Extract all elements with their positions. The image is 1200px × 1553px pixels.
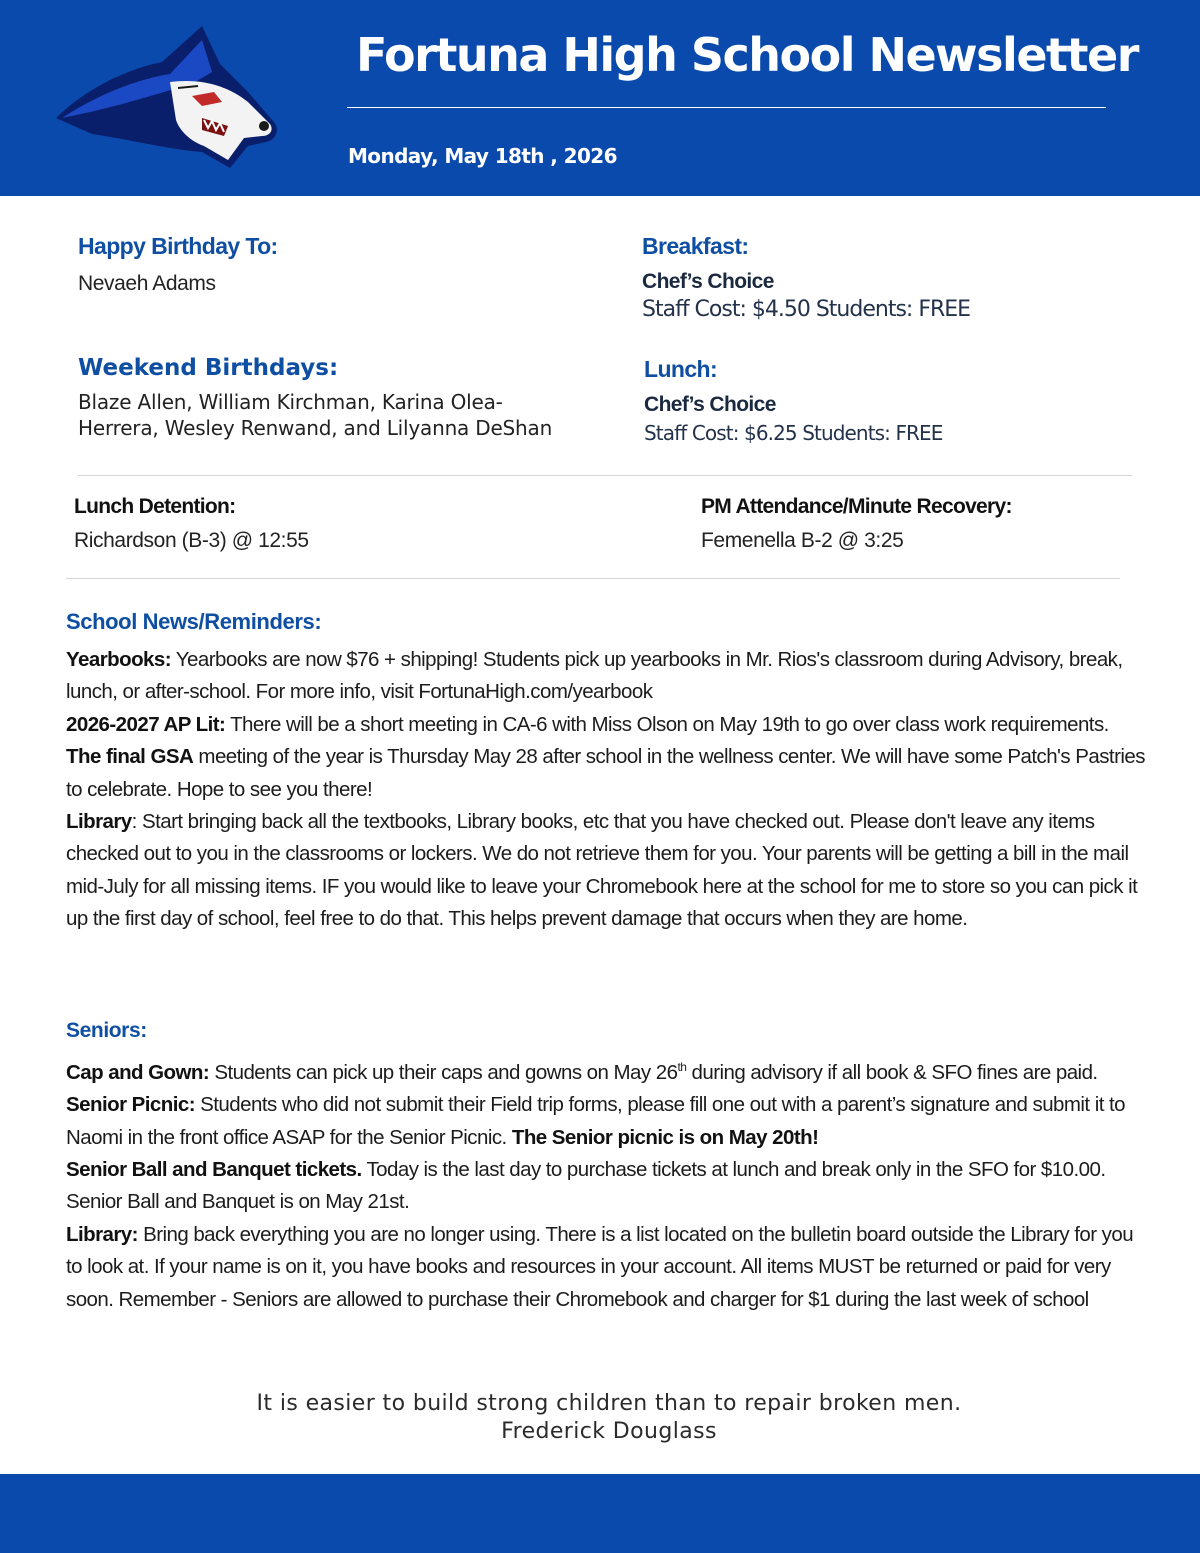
cap-gown-text: Students can pick up their caps and gowns on May 26 (209, 1060, 678, 1084)
ap-lit-label: 2026-2027 AP Lit: (66, 712, 226, 736)
senior-library-item (66, 1219, 1146, 1316)
senior-picnic-date: The Senior picnic is on May 20th! (511, 1125, 819, 1149)
lunch-cost: Staff Cost: $6.25 Students: FREE (644, 421, 943, 445)
gsa-label: The final GSA (66, 745, 194, 769)
library-text: : Start bringing back all the textbooks, Library books, etc that you have checked out. Please don't leave any items checked out to you in the classrooms or lockers. We do not retrieve them for you. Your parents will be getting a bill in the mail mid-July for all missing items. IF you would like to leave your Chromebook here at the school for me to store so you can pick it up the first day of school, feel free to do that. This helps prevent damage that occurs when they are home. (66, 810, 1138, 931)
senior-library-text: Bring back everything you are no longer using. There is a list located on the bulletin board outside the Library for you to look at. If your name is on it, you have books and resources in your account. All items MUST be returned or paid for very soon. Remember - Seniors are allowed to purchase their Chromebook and charger for $1 during the last week of school (66, 1222, 1134, 1311)
breakfast-heading: Breakfast: (642, 233, 749, 259)
weekend-birthdays-line-2: Herrera, Wesley Renwand, and Lilyanna DeShan (78, 416, 553, 440)
yearbooks-text: Yearbooks are now $76 + shipping! Students pick up yearbooks in Mr. Rios's classroom during Advisory, break, lunch, or after-school. For more info, visit FortunaHigh.com/yearbook (66, 648, 1123, 704)
birthday-names: Nevaeh Adams (78, 272, 216, 295)
ap-lit-item (66, 709, 1156, 741)
quote-author: Frederick Douglass (501, 1419, 717, 1444)
cap-gown-item (66, 1051, 1146, 1089)
library-item (66, 806, 1156, 936)
divider (66, 578, 1120, 579)
lunch-detention-value: Richardson (B-3) @ 12:55 (74, 529, 309, 552)
news-paragraphs (66, 644, 1156, 936)
senior-ball-label: Senior Ball and Banquet tickets. (66, 1158, 362, 1182)
lunch-item: Chef’s Choice (644, 393, 776, 416)
ap-lit-text: There will be a short meeting in CA-6 with Miss Olson on May 19th to go over class work requirements. (225, 712, 1109, 736)
senior-picnic-text: Students who did not submit their Field trip forms, please fill one out with a parent’s signature and submit it to Naomi in the front office ASAP for the Senior Picnic. (66, 1093, 1126, 1149)
pm-attendance-label: PM Attendance/Minute Recovery: (701, 495, 1012, 518)
lunch-detention-label: Lunch Detention: (74, 495, 236, 518)
breakfast-item: Chef’s Choice (642, 270, 774, 293)
senior-ball-item (66, 1154, 1146, 1219)
weekend-birthdays-line-1: Blaze Allen, William Kirchman, Karina Olea- (78, 390, 503, 414)
gsa-text: meeting of the year is Thursday May 28 after school in the wellness center. We will have some Patch's Pastries to celebrate. Hope to see you there! (66, 745, 1145, 801)
breakfast-cost: Staff Cost: $4.50 Students: FREE (642, 297, 971, 322)
footer-banner (0, 1474, 1200, 1553)
quote-text: It is easier to build strong children than to repair broken men. (256, 1391, 962, 1416)
yearbooks-label: Yearbooks: (66, 648, 172, 671)
lunch-heading: Lunch: (644, 356, 718, 382)
gsa-item (66, 741, 1156, 806)
weekend-birthdays-heading: Weekend Birthdays: (78, 355, 339, 381)
senior-picnic-label: Senior Picnic: (66, 1093, 196, 1117)
header-divider (347, 107, 1106, 108)
newsletter-date: Monday, May 18th , 2026 (348, 144, 617, 168)
divider (78, 475, 1132, 476)
library-label: Library (66, 810, 132, 834)
cap-gown-text-end: during advisory if all book & SFO fines are paid. (686, 1060, 1098, 1084)
seniors-heading: Seniors: (66, 1019, 147, 1042)
seniors-paragraphs (66, 1051, 1146, 1316)
school-news-heading: School News/Reminders: (66, 609, 322, 634)
birthday-heading: Happy Birthday To: (78, 233, 278, 259)
husky-mascot-logo (52, 22, 282, 172)
senior-picnic-item (66, 1089, 1146, 1154)
pm-attendance-value: Femenella B-2 @ 3:25 (701, 529, 904, 552)
senior-ball-text: Today is the last day to purchase tickets at lunch and break only in the SFO for $10.00. Senior Ball and Banquet is on May 21st. (66, 1158, 1106, 1214)
senior-library-label: Library: (66, 1222, 138, 1246)
newsletter-title: Fortuna High School Newsletter (356, 28, 1138, 82)
header-banner (0, 0, 1200, 196)
yearbooks-item (66, 644, 1156, 709)
cap-gown-label: Cap and Gown: (66, 1060, 210, 1084)
cap-gown-sup: th (677, 1060, 687, 1074)
